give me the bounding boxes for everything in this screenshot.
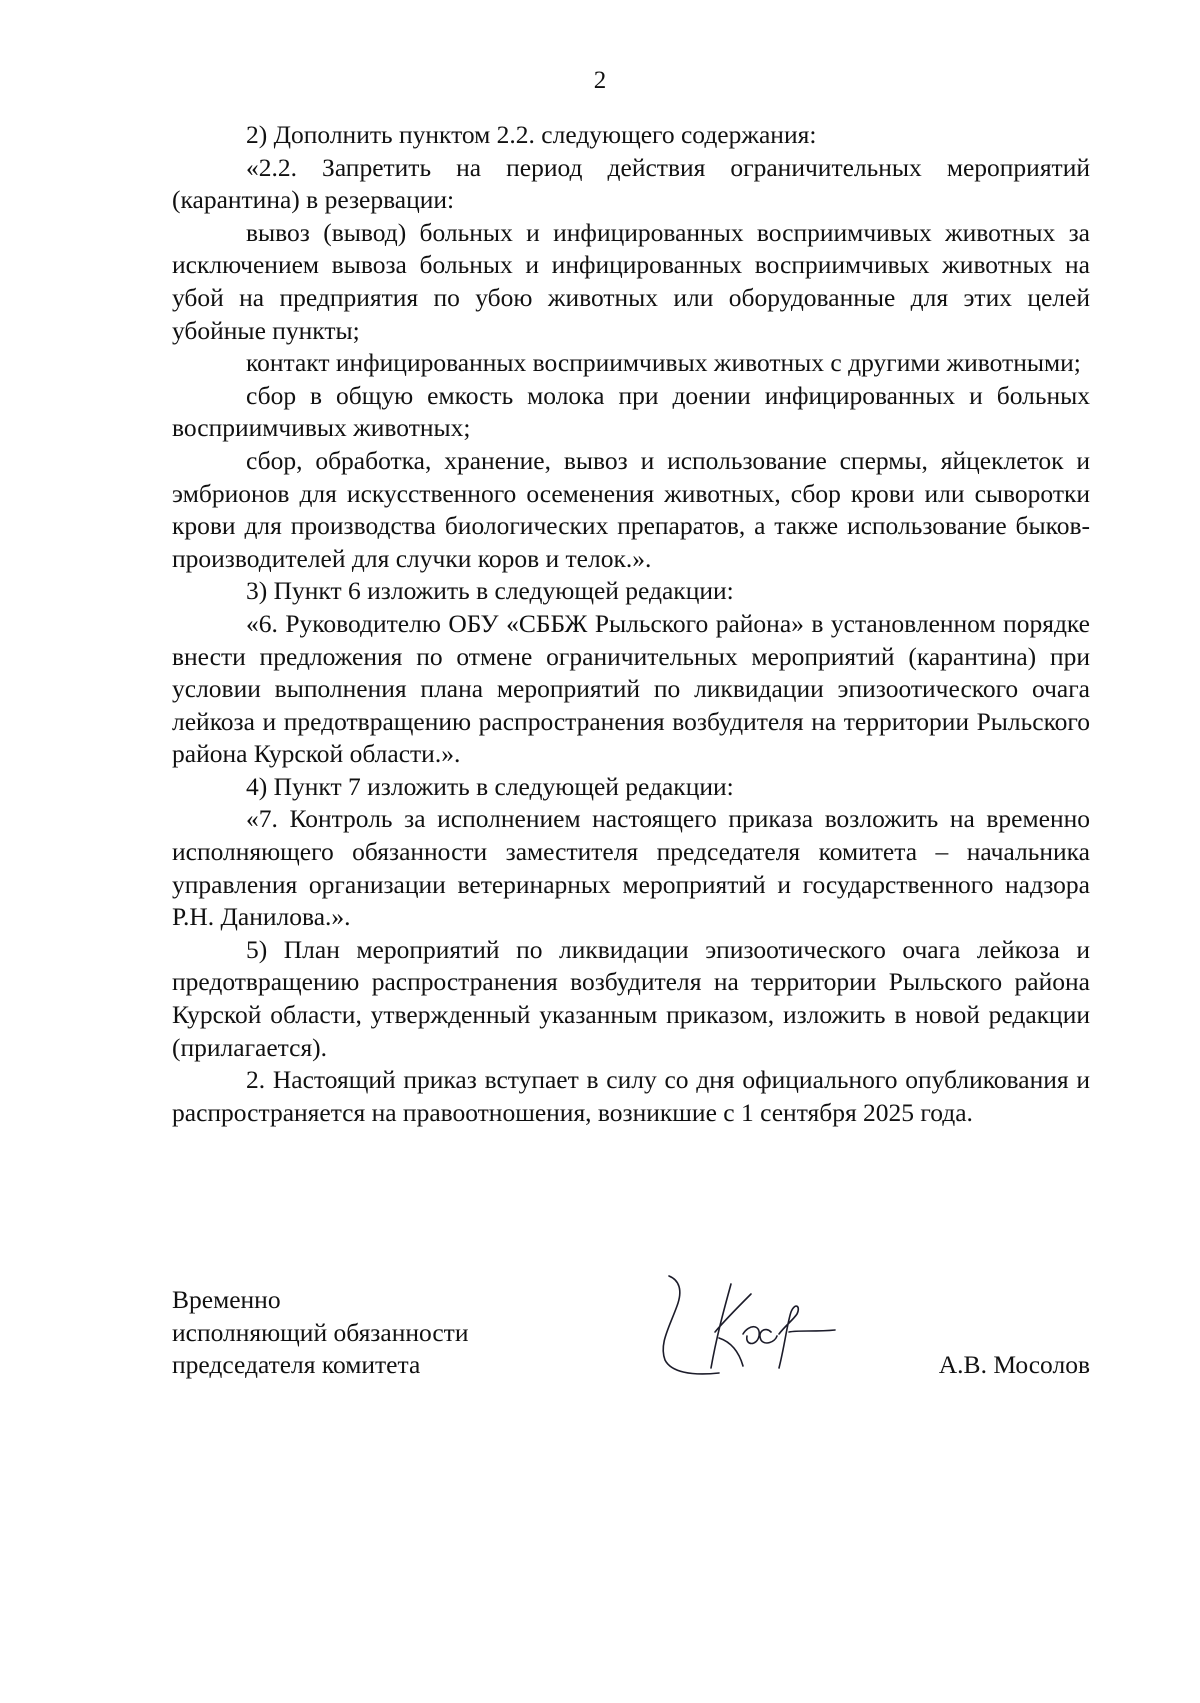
signer-title-line: исполняющий обязанности xyxy=(172,1317,469,1347)
paragraph-ban-milk: сбор в общую емкость молока при доении инфицированных и больных восприимчивых животных; xyxy=(172,380,1090,443)
document-body xyxy=(172,119,1090,1129)
paragraph-item-7-text: «7. Контроль за исполнением настоящего приказа возложить на временно исполняющего обязанности заместителя председателя комитета – начальника управления организации ветеринарных мероприятий и государственного надзора Р.Н. Данилова.». xyxy=(172,804,1090,932)
signer-title-line: председателя комитета xyxy=(172,1350,421,1379)
paragraph-plan-new-edition: 5) План мероприятий по ликвидации эпизоотического очага лейкоза и предотвращению распространения возбудителя на территории Рыльского района Курской области, утвержденный указанным приказом, изложить в новой редакции (прилагается). xyxy=(172,934,1090,1062)
paragraph-entry-into-force: 2. Настоящий приказ вступает в силу со дня официального опубликования и распространяется на правоотношения, возникшие с 1 сентября 2025 года. xyxy=(172,1065,1090,1127)
signature-block xyxy=(172,1284,1090,1414)
page-number: 2 xyxy=(593,67,607,94)
paragraph-ban-contact: контакт инфицированных восприимчивых животных с другими животными; xyxy=(246,348,1081,378)
handwritten-signature xyxy=(639,1272,849,1382)
paragraph-item-2-2-intro: «2.2. Запретить на период действия ограничительных мероприятий (карантина) в резервации: xyxy=(172,152,1090,215)
paragraph-amend-item-6: 3) Пункт 6 изложить в следующей редакции: xyxy=(246,576,734,606)
signer-title xyxy=(172,1284,468,1382)
signer-title-line: Временно xyxy=(172,1285,281,1314)
paragraph-ban-removal: вывоз (вывод) больных и инфицированных восприимчивых животных за исключением вывоза больных и инфицированных восприимчивых животных на убой на предприятия по убою животных или оборудованные для этих целей убойные пункты; xyxy=(172,217,1090,345)
paragraph-item-6-text: «6. Руководителю ОБУ «СББЖ Рыльского района» в установленном порядке внести предложения по отмене ограничительных мероприятий (карантина) при условии выполнения плана мероприятий по ликвидации эпизоотического очага лейкоза и предотвращению распространения возбудителя на территории Рыльского района Курской области.». xyxy=(172,608,1090,769)
paragraph-amend-item-7: 4) Пункт 7 изложить в следующей редакции: xyxy=(246,771,734,801)
signer-name: А.В. Мосолов xyxy=(938,1350,1090,1379)
paragraph-ban-semen: сбор, обработка, хранение, вывоз и использование спермы, яйцеклеток и эмбрионов для искусственного осеменения животных, сбор крови или сыворотки крови для производства биологических препаратов, а также использование быков-производителей для случки коров и телок.». xyxy=(172,445,1090,573)
paragraph-amend-item-2-2: 2) Дополнить пунктом 2.2. следующего содержания: xyxy=(246,120,817,149)
